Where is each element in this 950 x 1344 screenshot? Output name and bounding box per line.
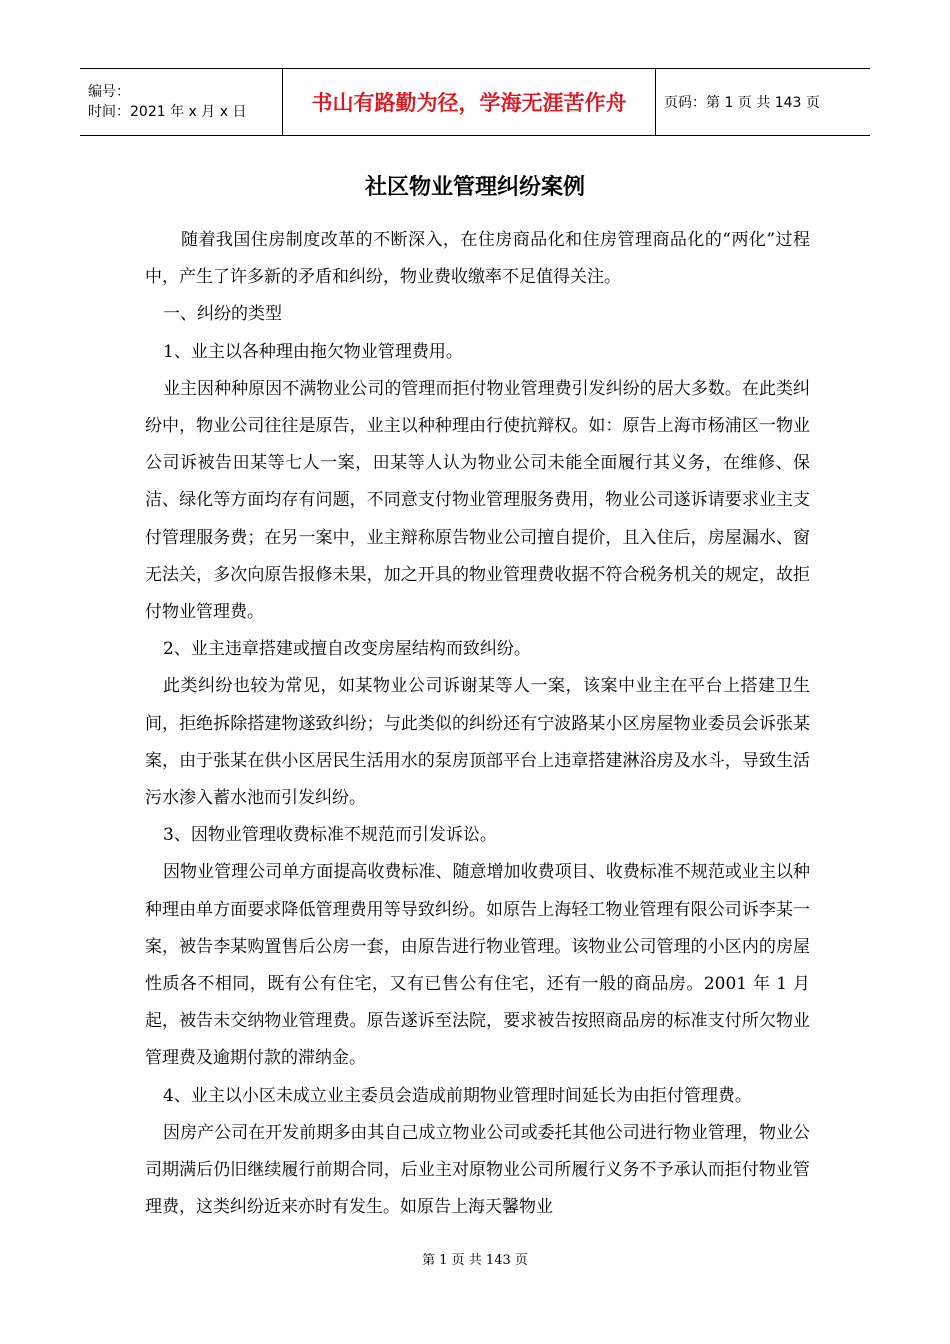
- subheading-3: 3、因物业管理收费标准不规范而引发诉讼。: [163, 825, 497, 846]
- paragraph-2: 此类纠纷也较为常见，如某物业公司诉谢某等人一案，该案中业主在平台上搭建卫生间，拒绝拆除搭建物遂致纠纷；与此类似的纠纷还有宁波路某小区房屋物业委员会诉张某案，由于张某在供小区居民生活用水的泵房顶部平台上违章搭建淋浴房及水斗，导致生活污水渗入蓄水池而引发纠纷。: [145, 676, 810, 809]
- paragraph-intro: 随着我国住房制度改革的不断深入，在住房商品化和住房管理商品化的“两化”过程中，产生了许多新的矛盾和纠纷，物业费收缴率不足值得关注。: [145, 230, 810, 288]
- document-body: [145, 222, 810, 1226]
- page-footer: 第 1 页 共 143 页: [422, 1253, 528, 1268]
- paragraph-1: 业主因种种原因不满物业公司的管理而拒付物业管理费引发纠纷的居大多数。在此类纠纷中，物业公司往往是原告，业主以种种理由行使抗辩权。如：原告上海市杨浦区一物业公司诉被告田某等七人一案，田某等人认为物业公司未能全面履行其义务，在维修、保洁、绿化等方面均存有问题，不同意支付物业管理服务费用，物业公司遂诉请要求业主支付管理服务费；在另一案中，业主辩称原告物业公司擅自提价，且入住后，房屋漏水、窗无法关，多次向原告报修未果，加之开具的物业管理费收据不符合税务机关的规定，故拒付物业管理费。: [145, 378, 810, 623]
- document-number-label: 编号：: [88, 84, 130, 100]
- document-title: 社区物业管理纠纷案例: [364, 175, 585, 200]
- subheading-2: 2、业主违章搭建或擅自改变房屋结构而致纠纷。: [163, 639, 531, 660]
- subheading-1: 1、业主以各种理由拖欠物业管理费用。: [163, 341, 463, 362]
- header-table: [80, 68, 870, 136]
- header-meta-cell: [80, 69, 282, 135]
- subheading-4: 4、业主以小区未成立业主委员会造成前期物业管理时间延长为由拒付管理费。: [163, 1085, 752, 1106]
- header-page-cell: [656, 69, 870, 135]
- document-time-label: 时间：2021 年 x 月 x 日: [88, 104, 247, 120]
- section-heading: 一、纠纷的类型: [163, 304, 282, 325]
- header-page-code: 页码：第 1 页 共 143 页: [664, 95, 820, 111]
- paragraph-3: 因物业管理公司单方面提高收费标准、随意增加收费项目、收费标准不规范或业主以种种理由单方面要求降低管理费用等导致纠纷。如原告上海轻工物业管理有限公司诉李某一案，被告李某购置售后公房一套，由原告进行物业管理。该物业公司管理的小区内的房屋性质各不相同，既有公有住宅，又有已售公有住宅，还有一般的商品房。2001 年 1 月起，被告未交纳物业管理费。原告遂诉至法院，要求被告按照商品房的标准支付所欠物业管理费及逾期付款的滞纳金。: [145, 862, 810, 1069]
- header-motto: 书山有路勤为径，学海无涯苦作舟: [311, 91, 627, 115]
- header-motto-cell: [282, 69, 656, 135]
- paragraph-4: 因房产公司在开发前期多由其自己成立物业公司或委托其他公司进行物业管理，物业公司期满后仍旧继续履行前期合同，后业主对原物业公司所履行义务不予承认而拒付物业管理费，这类纠纷近来亦时有发生。如原告上海天馨物业: [145, 1122, 810, 1218]
